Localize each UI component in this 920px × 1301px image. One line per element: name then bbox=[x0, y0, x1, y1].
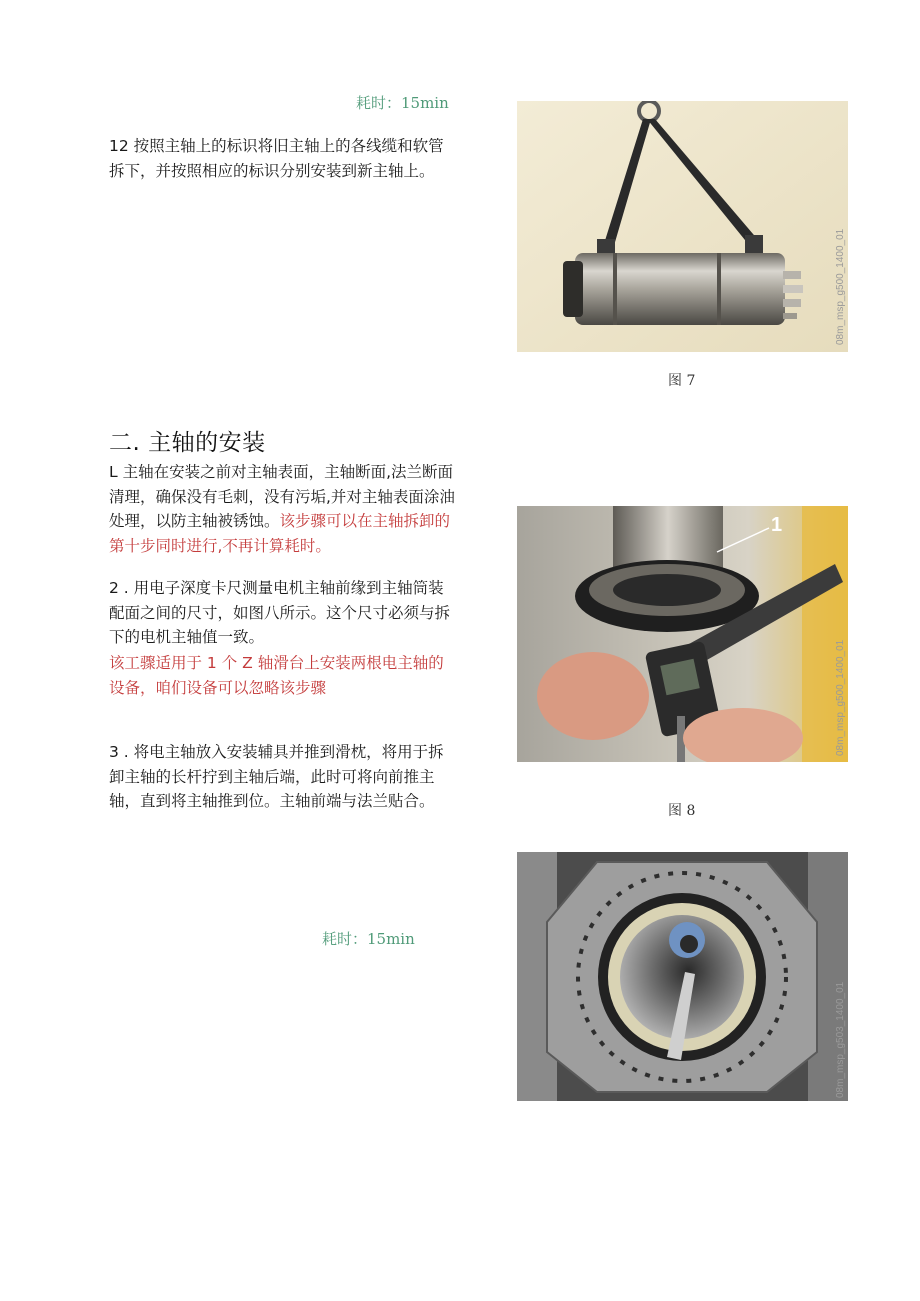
time-label-2: 耗时：15min bbox=[322, 930, 415, 948]
depth-caliper-illustration bbox=[517, 506, 848, 762]
figure-7-photo bbox=[517, 101, 848, 352]
step-3-text: 3 . 将电主轴放入安装辅具并推到滑枕，将用于拆卸主轴的长杆拧到主轴后端，此时可将向前推主轴，直到将主轴推到位。主轴前端与法兰贴合。 bbox=[109, 743, 444, 810]
step-12-text: 12 按照主轴上的标识将旧主轴上的各线缆和软管拆下，并按照相应的标识分别安装到新主轴上。 bbox=[109, 137, 444, 180]
step-2-note: 该工骤适用于 1 个 Z 轴滑台上安装两根电主轴的设备，咱们设备可以忽略该步骤 bbox=[109, 654, 444, 697]
section-heading: 二. 主轴的安装 bbox=[109, 430, 266, 456]
figure-8-watermark: 08m_msp_g500_1400_01 bbox=[835, 639, 846, 756]
figure-7-caption: 图 7 bbox=[668, 373, 696, 389]
spindle-sling-illustration bbox=[517, 101, 848, 352]
figure-9-watermark: 08m_msp_g503_1400_01 bbox=[835, 981, 846, 1098]
figure-7-watermark: 08m_msp_g500_1400_01 bbox=[835, 228, 846, 345]
figure-9-photo bbox=[517, 852, 848, 1101]
step-1-note: 该步骤可以在主轴拆卸的第十步同时进行,不再计算耗时。 bbox=[109, 512, 451, 555]
figure-8-caption: 图 8 bbox=[668, 803, 696, 819]
step-1-text: L 主轴在安装之前对主轴表面，主轴断面,法兰断面清理，确保没有毛刺，没有污垢,并对主轴表面涂油处理，以防主轴被锈蚀。 bbox=[109, 463, 455, 530]
figure-8-callout-number: 1 bbox=[771, 514, 783, 536]
step-1-block bbox=[109, 460, 461, 558]
time-label: 耗时：15min bbox=[356, 94, 449, 112]
spindle-housing-illustration bbox=[517, 852, 848, 1101]
step-2-text: 2 . 用电子深度卡尺测量电机主轴前缘到主轴筒装配面之间的尺寸，如图八所示。这个尺寸必须与拆下的电机主轴值一致。 bbox=[109, 579, 451, 646]
figure-8-photo bbox=[517, 506, 848, 762]
